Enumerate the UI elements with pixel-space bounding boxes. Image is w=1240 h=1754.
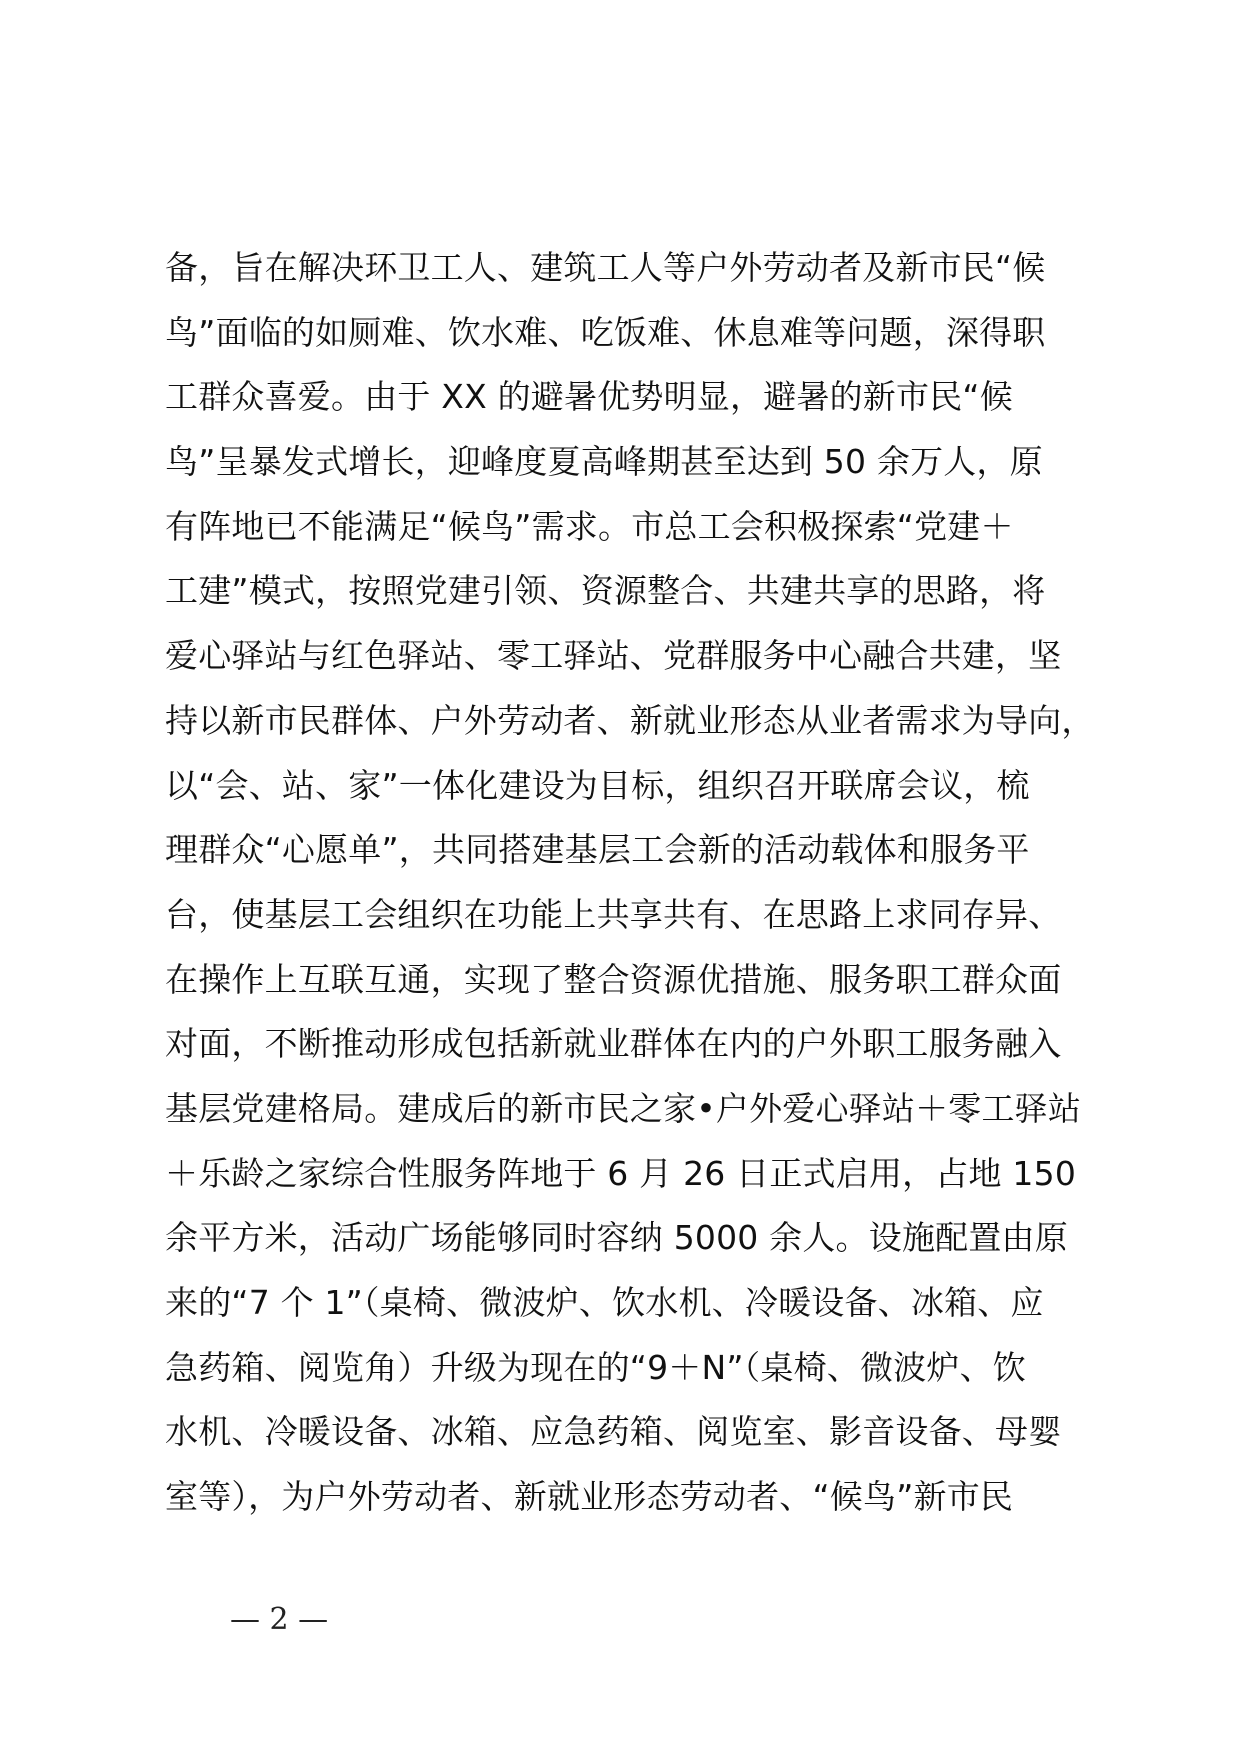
body-paragraph	[165, 236, 1105, 1530]
text-line-5: 有阵地已不能满足“候鸟”需求。市总工会积极探索“党建＋	[165, 506, 1014, 546]
text-line-3: 工群众喜爱。由于 XX 的避暑优势明显，避暑的新市民“候	[165, 377, 1013, 417]
text-line-16: 余平方米，活动广场能够同时容纳 5000 余人。设施配置由原	[165, 1218, 1068, 1258]
text-line-13: 对面，不断推动形成包括新就业群体在内的户外职工服务融入	[165, 1024, 1062, 1064]
text-line-6: 工建”模式，按照党建引领、资源整合、共建共享的思路，将	[165, 571, 1046, 611]
text-line-20: 室等），为户外劳动者、新就业形态劳动者、“候鸟”新市民	[165, 1477, 1014, 1517]
text-line-8: 持以新市民群体、户外劳动者、新就业形态从业者需求为导向，	[165, 700, 1095, 740]
text-line-19: 水机、冷暖设备、冰箱、应急药箱、阅览室、影音设备、母婴	[165, 1412, 1062, 1452]
text-line-2: 鸟”面临的如厕难、饮水难、吃饭难、休息难等问题，深得职	[165, 312, 1046, 352]
page-number: — 2 —	[230, 1602, 329, 1637]
text-line-15: ＋乐龄之家综合性服务阵地于 6 月 26 日正式启用，占地 150	[165, 1153, 1077, 1193]
text-line-4: 鸟”呈暴发式增长，迎峰度夏高峰期甚至达到 50 余万人，原	[165, 442, 1043, 482]
text-line-10: 理群众“心愿单”，共同搭建基层工会新的活动载体和服务平	[165, 830, 1030, 870]
text-line-11: 台，使基层工会组织在功能上共享共有、在思路上求同存异、	[165, 894, 1062, 934]
text-line-14: 基层党建格局。建成后的新市民之家•户外爱心驿站＋零工驿站	[165, 1088, 1082, 1128]
text-line-17: 来的“7 个 1”（桌椅、微波炉、饮水机、冷暖设备、冰箱、应	[165, 1283, 1044, 1322]
text-line-12: 在操作上互联互通，实现了整合资源优措施、服务职工群众面	[165, 959, 1062, 999]
text-line-9: 以“会、站、家”一体化建设为目标，组织召开联席会议，梳	[165, 765, 1030, 805]
text-line-7: 爱心驿站与红色驿站、零工驿站、党群服务中心融合共建，坚	[165, 636, 1062, 676]
text-line-1: 备，旨在解决环卫工人、建筑工人等户外劳动者及新市民“候	[165, 248, 1046, 287]
text-line-18: 急药箱、阅览角）升级为现在的“9＋N”（桌椅、微波炉、饮	[165, 1347, 1026, 1387]
